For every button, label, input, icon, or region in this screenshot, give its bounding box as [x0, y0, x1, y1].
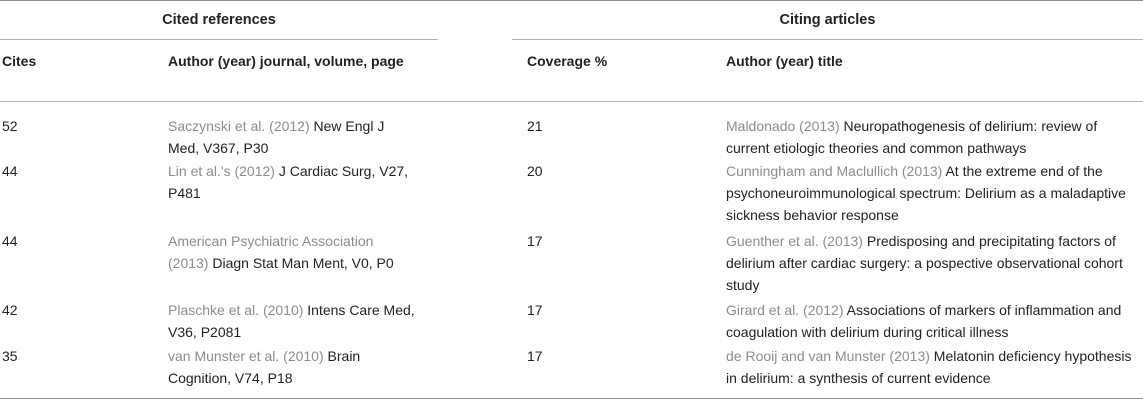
row-1-title [726, 115, 1138, 159]
row-1-reference-author: Saczynski et al. (2012) [168, 118, 310, 134]
row-4-cites: 42 [2, 302, 18, 318]
row-1-title-text: Neuropathogenesis of delirium: review of current etiologic theories and common pathways [726, 118, 1098, 156]
row-1-title-author: Maldonado (2013) [726, 118, 840, 134]
row-3-cites: 44 [2, 233, 18, 249]
row-2-reference-author: Lin et al.'s (2012) [168, 163, 275, 179]
row-2-cites: 44 [2, 163, 18, 179]
row-2-reference [168, 160, 416, 204]
column-header-title: Author (year) title [726, 53, 843, 69]
column-header-cites: Cites [2, 53, 37, 69]
column-header-reference: Author (year) journal, volume, page [168, 53, 404, 69]
row-3-title-author: Guenther et al. (2013) [726, 233, 863, 249]
row-5-title-text: Melatonin deficiency hypothesis in delirium: a synthesis of current evidence [726, 348, 1132, 386]
bottom-rule [0, 398, 1143, 399]
column-header-coverage: Coverage % [527, 53, 608, 69]
row-4-title-text: Associations of markers of inflammation and coagulation with delirium during critical illness [726, 302, 1122, 340]
row-5-title [726, 345, 1138, 389]
row-1-cites: 52 [2, 118, 18, 134]
row-4-reference-source: Intens Care Med, V36, P2081 [168, 302, 415, 340]
row-3-title [726, 230, 1138, 296]
row-5-title-author: de Rooij and van Munster (2013) [726, 348, 930, 364]
row-3-reference-author: American Psychiatric Association (2013) [168, 233, 374, 271]
row-3-title-text: Predisposing and precipitating factors of delirium after cardiac surgery: a pospective observational cohort study [726, 233, 1123, 293]
group-header-citing: Citing articles [779, 12, 876, 28]
row-2-title-author: Cunningham and Maclullich (2013) [726, 163, 943, 179]
row-1-reference-source: New Engl J Med, V367, P30 [168, 118, 385, 156]
row-5-reference [168, 345, 416, 389]
row-4-title-author: Girard et al. (2012) [726, 302, 844, 318]
group-header-cited: Cited references [162, 12, 276, 28]
header-rule [0, 101, 1143, 102]
row-3-reference [168, 230, 416, 274]
row-5-cites: 35 [2, 348, 18, 364]
row-3-reference-source: Diagn Stat Man Ment, V0, P0 [208, 255, 394, 271]
row-2-title-text: At the extreme end of the psychoneuroimmunological spectrum: Delirium as a maladaptive sickness behavior response [726, 163, 1126, 223]
row-2-coverage: 20 [527, 163, 543, 179]
row-1-reference [168, 115, 416, 159]
row-2-title [726, 160, 1138, 226]
row-5-reference-author: van Munster et al. (2010) [168, 348, 324, 364]
row-4-reference-author: Plaschke et al. (2010) [168, 302, 304, 318]
row-4-title [726, 299, 1138, 343]
row-4-coverage: 17 [527, 302, 543, 318]
row-5-coverage: 17 [527, 348, 543, 364]
group-rule-citing [512, 39, 1143, 40]
top-rule [0, 0, 1143, 1]
row-4-reference [168, 299, 416, 343]
row-3-coverage: 17 [527, 233, 543, 249]
row-5-reference-source: Brain Cognition, V74, P18 [168, 348, 361, 386]
row-2-reference-source: J Cardiac Surg, V27, P481 [168, 163, 409, 201]
row-1-coverage: 21 [527, 118, 543, 134]
group-rule-cited [0, 39, 438, 40]
